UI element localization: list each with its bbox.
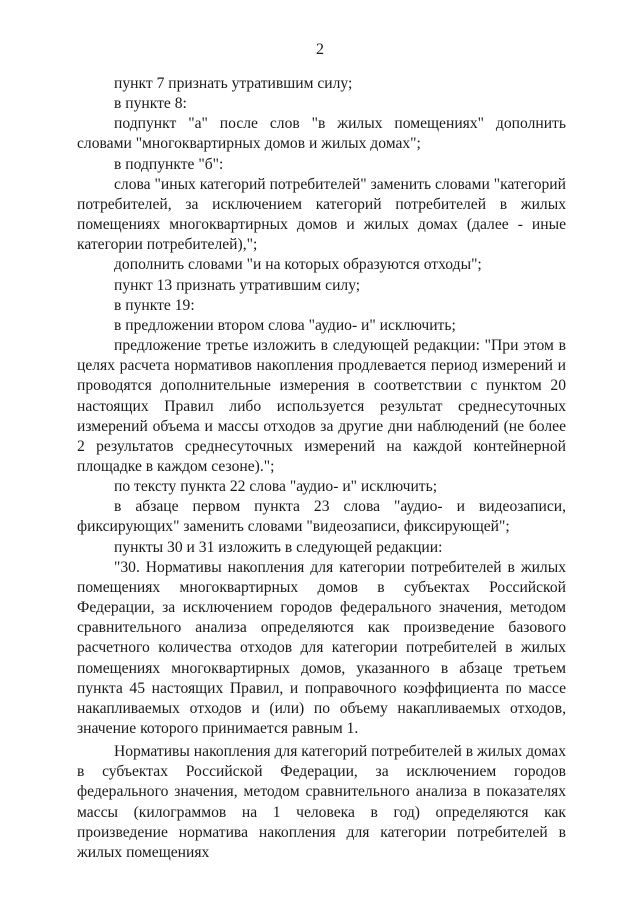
paragraph-supplement-waste: дополнить словами "и на которых образуются отходы"; (114, 256, 482, 274)
paragraph-item-22: по тексту пункта 22 слова "аудио- и" исключить; (114, 478, 438, 496)
paragraph-second-sentence: в предложении втором слова "аудио- и" исключить; (114, 316, 456, 334)
paragraph-items-30-31-intro: пункты 30 и 31 изложить в следующей редакции: (114, 538, 443, 556)
paragraph-subitem-b-intro: в подпункте "б": (114, 155, 224, 173)
paragraph-item-13-repeal: пункт 13 признать утратившим силу; (114, 276, 361, 294)
paragraph-item-23: в абзаце первом пункта 23 слова "аудио- и видеозаписи, фиксирующих" заменить словами "видеозаписи, фиксирующей"; (77, 498, 566, 536)
page-number: 2 (316, 41, 324, 58)
paragraph-item-30-second: Нормативы накопления для категорий потребителей в жилых домах в субъектах Российской Федерации, за исключением городов федерального значения, методом сравнительного анализа в показателях массы (килограммов на 1 человека в год) определяются как произведение норматива накопления для категории потребителей в жилых помещениях (77, 743, 566, 861)
paragraph-item-8-intro: в пункте 8: (114, 95, 187, 113)
paragraph-subitem-a: подпункт "а" после слов "в жилых помещениях" дополнить словами "многоквартирных домов и жилых домах"; (77, 115, 566, 153)
paragraph-replace-categories: слова "иных категорий потребителей" заменить словами "категорий потребителей, за исключением категорий потребителей в жилых помещениях многоквартирных домов и жилых домах (далее - иные категории потребителей),"; (77, 175, 566, 254)
document-body (77, 74, 566, 863)
paragraph-item-30-text: "30. Нормативы накопления для категории потребителей в жилых помещениях многоквартирных домов в субъектах Российской Федерации, за исключением городов федерального значения, методом сравнительного анализа определяются как произведение базового расчетного количества отходов для категории потребителей в жилых помещениях многоквартирных домов, указанного в абзаце третьем пункта 45 настоящих Правил, и поправочного коэффициента по массе накапливаемых отходов и (или) по объему накапливаемых отходов, значение которого принимается равным 1. (77, 558, 566, 737)
paragraph-item-19-intro: в пункте 19: (114, 296, 195, 314)
paragraph-third-sentence: предложение третье изложить в следующей редакции: "При этом в целях расчета нормативов накопления продлевается период измерений и проводятся дополнительные измерения в соответствии с пунктом 20 настоящих Правил либо используется результат среднесуточных измерений объема и массы отходов за другие дни наблюдений (не более 2 результатов среднесуточных измерений на каждой контейнерной площадке в каждом сезоне)."; (77, 337, 566, 475)
paragraph-item-7-repeal: пункт 7 признать утратившим силу; (114, 75, 353, 92)
